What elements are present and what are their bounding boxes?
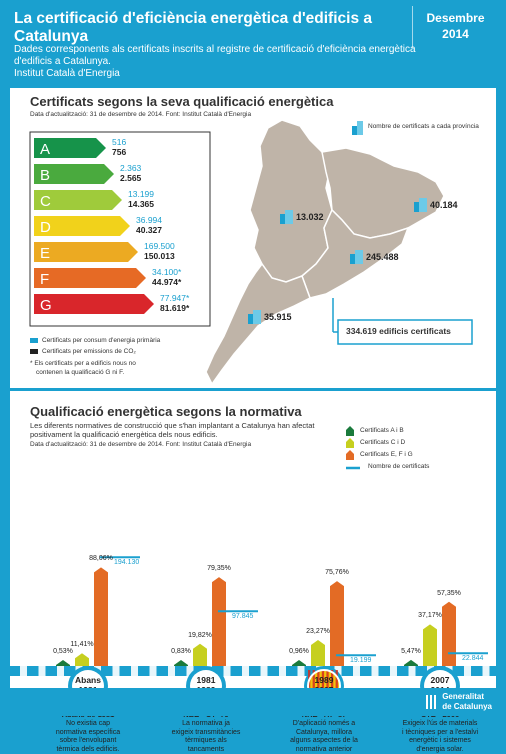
section1-title: Certificats segons la seva qualificació energètica xyxy=(30,94,333,109)
era-desc-line: Exigeix l'ús de materials xyxy=(390,720,490,729)
subtitle-line-2: d'edificis a Catalunya. xyxy=(14,56,111,67)
bar-label: 57,35% xyxy=(434,590,464,597)
province-value: 13.032 xyxy=(296,212,324,222)
section1-note: Data d'actualització: 31 de desembre de 2014. Font: Institut Català d'Energia xyxy=(30,111,251,118)
subtitle-source: Institut Català d'Energia xyxy=(14,68,120,79)
legend-label: Certificats C i D xyxy=(360,439,405,446)
bar xyxy=(212,577,226,666)
footnote-line-2: contenen la qualificació G ni F. xyxy=(36,369,124,376)
rating-value-emissions: 14.365 xyxy=(128,199,154,209)
era-desc-line: La normativa ja xyxy=(156,720,256,729)
era-years-line-1: 1981 xyxy=(186,675,226,685)
bar-label: 0,83% xyxy=(166,648,196,655)
rating-value-emissions: 40.327 xyxy=(136,225,162,235)
legend-label: Certificats A i B xyxy=(360,427,404,434)
timeline-tick xyxy=(150,666,157,676)
timeline-tick xyxy=(372,666,379,676)
total-label: 194.130 xyxy=(114,559,139,566)
header xyxy=(0,0,506,88)
date-month: Desembre xyxy=(413,10,498,26)
page-title: La certificació d'eficiència energètica d'edificis a Catalunya xyxy=(14,10,409,46)
rating-letter: C xyxy=(40,193,51,210)
bar-label: 37,17% xyxy=(415,612,445,619)
legend-swatch-primary xyxy=(30,338,38,343)
province-value: 40.184 xyxy=(430,200,458,210)
timeline-tick xyxy=(464,666,471,676)
timeline-tick xyxy=(168,666,175,676)
subtitle-line-1: Dades corresponents als certificats inscrits al registre de certificació d'eficiència energètica xyxy=(14,44,416,55)
timeline-tick xyxy=(409,666,416,676)
era-desc-line: d'energia solar. xyxy=(390,746,490,754)
legend-label: Certificats E, F i G xyxy=(360,451,413,458)
total-label: 97.845 xyxy=(232,613,253,620)
section-divider xyxy=(10,388,496,391)
timeline-tick xyxy=(242,666,249,676)
timeline-tick xyxy=(20,666,27,676)
legend-swatch-emissions xyxy=(30,349,38,354)
era-desc-line: energètic i sistemes xyxy=(390,737,490,746)
bar xyxy=(174,660,188,666)
timeline-tick xyxy=(39,666,46,676)
bar xyxy=(292,660,306,666)
rating-letter: D xyxy=(40,219,51,236)
footer xyxy=(0,688,506,716)
era-desc-line: exigeix transmitàncies xyxy=(156,729,256,738)
map-legend-label: Nombre de certificats a cada província xyxy=(368,123,479,130)
legend-arrow-icon xyxy=(346,438,354,448)
section2-desc-2: positivament la qualificació energètica dels nous edificis. xyxy=(30,430,218,439)
section2-title: Qualificació energètica segons la normativa xyxy=(30,404,302,419)
bar-label: 88,06% xyxy=(86,555,116,562)
rating-value-primary: 516 xyxy=(112,137,126,147)
bar-label: 23,27% xyxy=(303,628,333,635)
rating-value-emissions: 2.565 xyxy=(120,173,141,183)
timeline-tick xyxy=(261,666,268,676)
bar-label: 0,96% xyxy=(284,648,314,655)
bar-label: 5,47% xyxy=(396,648,426,655)
rating-arrow-f xyxy=(34,268,146,288)
rating-letter: F xyxy=(40,271,49,288)
legend-label-primary: Certificats per consum d'energia primària xyxy=(42,337,160,344)
section2-note: Data d'actualització: 31 de desembre de 2014. Font: Institut Català d'Energia xyxy=(30,441,251,448)
legend-label-emissions: Certificats per emissions de CO₂ xyxy=(42,348,136,355)
date-year: 2014 xyxy=(413,26,498,42)
content-panel xyxy=(10,88,496,688)
rating-value-primary: 77.947* xyxy=(160,293,189,303)
era-desc-line: tèrmiques als xyxy=(156,737,256,746)
era-desc-line: tèrmica dels edificis. xyxy=(38,746,138,754)
bar-label: 75,76% xyxy=(322,569,352,576)
building-icon xyxy=(352,121,363,135)
era-years-line-1: Abans xyxy=(68,675,108,685)
bar xyxy=(404,660,418,666)
bar-label: 79,35% xyxy=(204,565,234,572)
province-value: 245.488 xyxy=(366,252,399,262)
total-label: 22.844 xyxy=(462,655,483,662)
rating-value-primary: 13.199 xyxy=(128,189,154,199)
total-label: 19.199 xyxy=(350,657,371,664)
bar xyxy=(56,660,70,666)
legend-label: Nombre de certificats xyxy=(368,463,429,470)
timeline-tick xyxy=(390,666,397,676)
era-years-line-1: 2007 xyxy=(420,675,460,685)
era-years-line-1: 1989 xyxy=(304,675,344,685)
footnote-line-1: * Els certificats per a edificis nous no xyxy=(30,360,136,367)
section2-desc-1: Les diferents normatives de construcció que s'han implantant a Catalunya han afectat xyxy=(30,421,315,430)
timeline-tick xyxy=(57,666,64,676)
era-desc-line: tancaments xyxy=(156,746,256,754)
logo-line-1: Generalitat xyxy=(442,692,484,701)
bar-label: 11,41% xyxy=(67,641,97,648)
generalitat-icon xyxy=(426,695,436,709)
rating-value-primary: 2.363 xyxy=(120,163,141,173)
bar xyxy=(94,567,108,666)
timeline-tick xyxy=(279,666,286,676)
era-desc-line: normativa específica xyxy=(38,729,138,738)
timeline-tick xyxy=(483,666,490,676)
era-desc-line: normativa anterior xyxy=(274,746,374,754)
timeline-tick xyxy=(131,666,138,676)
bar-label: 19,82% xyxy=(185,632,215,639)
rating-value-emissions: 756 xyxy=(112,147,126,157)
rating-value-primary: 36.994 xyxy=(136,215,162,225)
era-desc-line: No existia cap xyxy=(38,720,138,729)
province-value: 35.915 xyxy=(264,312,292,322)
date-badge xyxy=(412,6,498,48)
rating-value-emissions: 81.619* xyxy=(160,303,189,313)
era-desc-line: D'aplicació només a xyxy=(274,720,374,729)
timeline-tick xyxy=(113,666,120,676)
rating-value-emissions: 44.974* xyxy=(152,277,181,287)
generalitat-logo xyxy=(426,692,492,712)
era-desc-line: alguns aspectes de la xyxy=(274,737,374,746)
rating-value-primary: 34.100* xyxy=(152,267,181,277)
map-province-lleida xyxy=(250,120,332,282)
bar xyxy=(75,653,89,666)
era-desc-line: sobre l'envolupant xyxy=(38,737,138,746)
rating-arrow-g xyxy=(34,294,154,314)
normativa-legend xyxy=(346,426,360,468)
legend-arrow-icon xyxy=(346,426,354,436)
rating-letter: A xyxy=(40,141,50,158)
bar xyxy=(423,624,437,666)
era-desc-line: i tècniques per a l'estalvi xyxy=(390,729,490,738)
bar-label: 0,53% xyxy=(48,648,78,655)
legend-arrow-icon xyxy=(346,450,354,460)
rating-letter: G xyxy=(40,297,52,314)
logo-line-2: de Catalunya xyxy=(442,702,492,711)
rating-value-emissions: 150.013 xyxy=(144,251,175,261)
era-desc-line: Catalunya, millora xyxy=(274,729,374,738)
total-label: 334.619 edificis certificats xyxy=(346,326,451,336)
timeline-tick xyxy=(353,666,360,676)
rating-letter: B xyxy=(40,167,50,184)
bar xyxy=(330,581,344,666)
rating-value-primary: 169.500 xyxy=(144,241,175,251)
rating-letter: E xyxy=(40,245,50,262)
